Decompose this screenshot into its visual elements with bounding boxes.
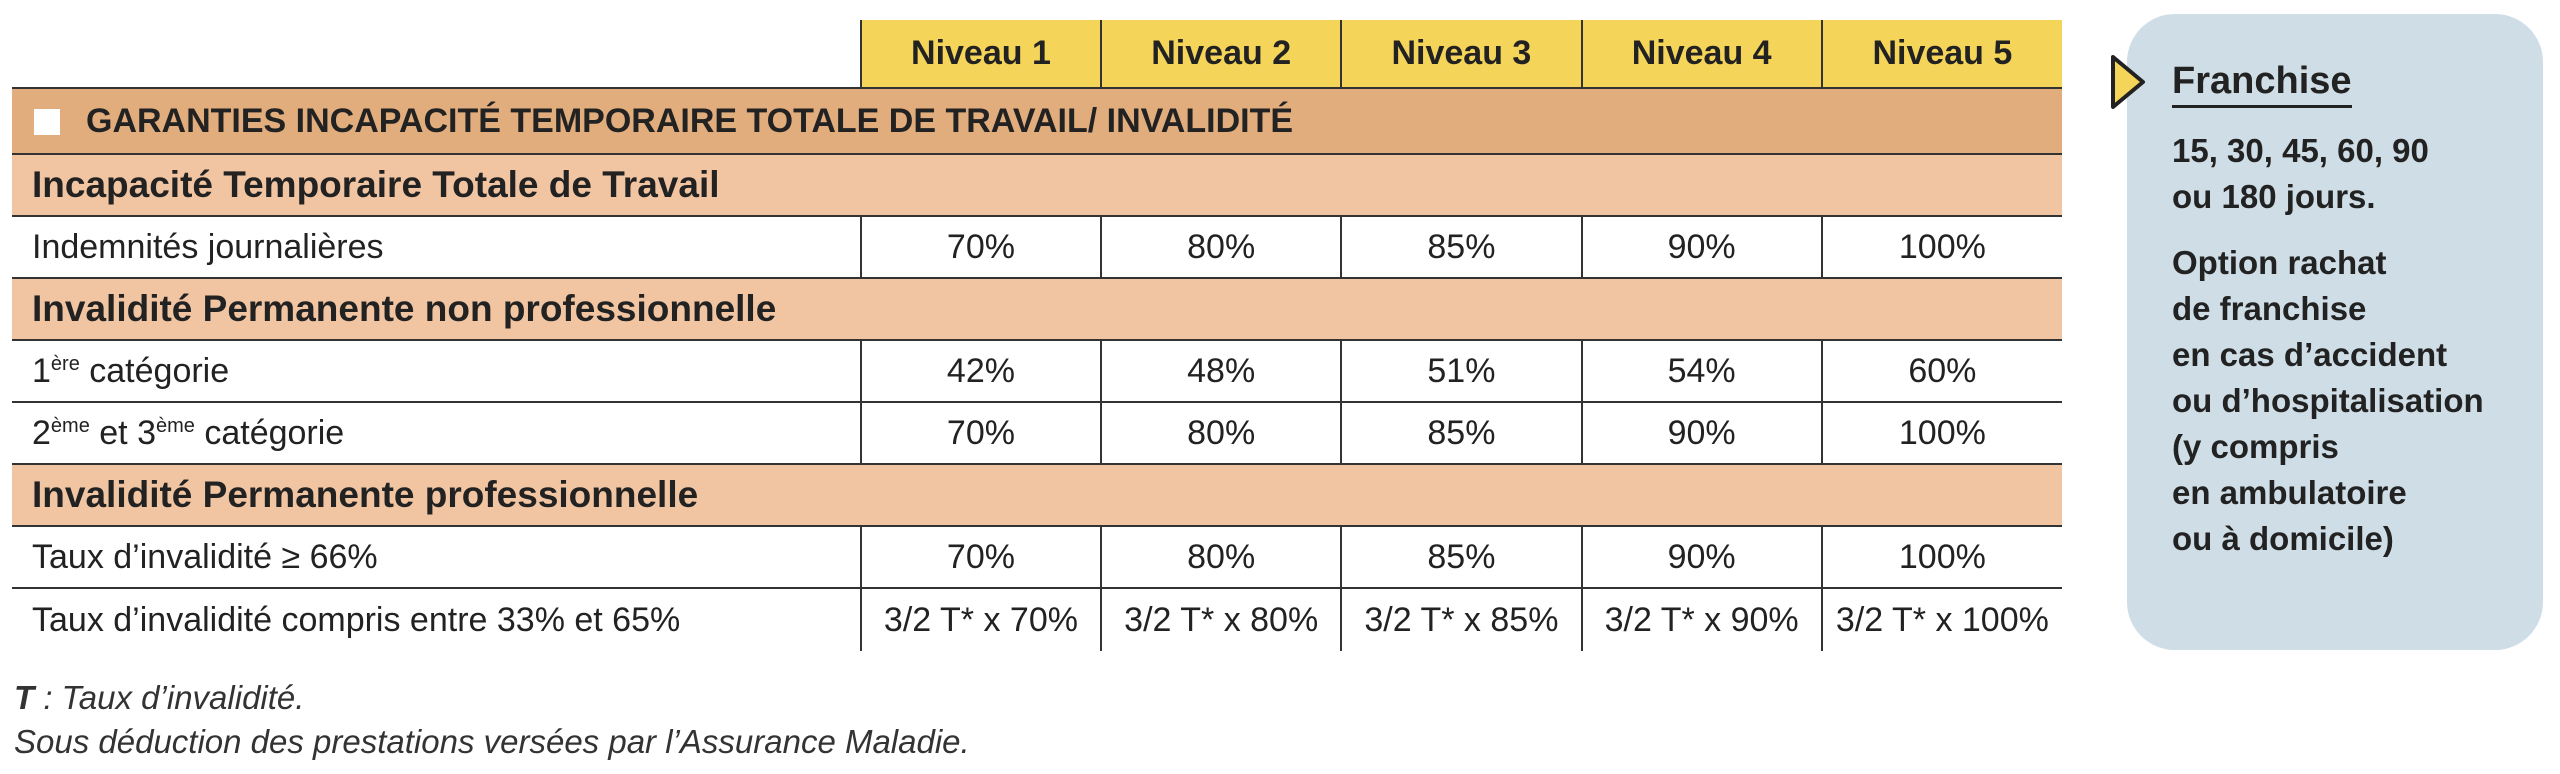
label-part: 2 <box>32 413 51 452</box>
cell-value: 70% <box>861 216 1101 278</box>
label-superscript: ème <box>50 414 90 437</box>
section-row <box>12 464 2062 526</box>
footnotes <box>14 676 970 764</box>
cell-value: 80% <box>1101 216 1341 278</box>
franchise-line: ou 180 jours. <box>2172 178 2376 215</box>
row-label: Indemnités journalières <box>12 216 861 278</box>
cell-value: 80% <box>1101 402 1341 464</box>
section-row <box>12 278 2062 340</box>
main-title-row <box>12 88 2062 154</box>
row-label: Taux d’invalidité ≥ 66% <box>12 526 861 588</box>
franchise-line: ou à domicile) <box>2172 520 2394 557</box>
table-row <box>12 526 2062 588</box>
cell-value: 70% <box>861 402 1101 464</box>
franchise-line: en ambulatoire <box>2172 474 2407 511</box>
cell-value: 70% <box>861 526 1101 588</box>
cell-value: 3/2 T* x 80% <box>1101 588 1341 651</box>
label-superscript: ère <box>50 352 80 375</box>
cell-value: 3/2 T* x 90% <box>1582 588 1822 651</box>
cell-value: 3/2 T* x 70% <box>861 588 1101 651</box>
cell-value: 3/2 T* x 85% <box>1341 588 1581 651</box>
cell-value: 80% <box>1101 526 1341 588</box>
cell-value: 90% <box>1582 402 1822 464</box>
cell-value: 90% <box>1582 526 1822 588</box>
table-row <box>12 588 2062 651</box>
main-title: GARANTIES INCAPACITÉ TEMPORAIRE TOTALE DE TRAVAIL/ INVALIDITÉ <box>86 101 1294 140</box>
square-bullet-icon <box>34 109 60 135</box>
cell-value: 85% <box>1341 402 1581 464</box>
section-title: Invalidité Permanente non professionnelle <box>12 278 2062 340</box>
franchise-line: de franchise <box>2172 290 2367 327</box>
cell-value: 85% <box>1341 526 1581 588</box>
header-empty-cell <box>12 20 861 88</box>
level-header-4: Niveau 4 <box>1582 20 1822 88</box>
arrow-right-icon <box>2108 52 2148 112</box>
franchise-days <box>2172 128 2429 220</box>
franchise-line: (y compris <box>2172 428 2339 465</box>
franchise-line: ou d’hospitalisation <box>2172 382 2484 419</box>
franchise-option <box>2172 240 2484 562</box>
table-row <box>12 216 2062 278</box>
footnote-deduction: Sous déduction des prestations versées par l’Assurance Maladie. <box>14 723 970 760</box>
row-label <box>12 340 861 402</box>
label-superscript: ème <box>156 414 195 437</box>
section-title: Invalidité Permanente professionnelle <box>12 464 2062 526</box>
level-header-2: Niveau 2 <box>1101 20 1341 88</box>
cell-value: 48% <box>1101 340 1341 402</box>
cell-value: 100% <box>1822 402 2062 464</box>
row-label: Taux d’invalidité compris entre 33% et 65% <box>32 600 681 639</box>
franchise-line: Option rachat <box>2172 244 2387 281</box>
cell-value: 54% <box>1582 340 1822 402</box>
cell-value: 100% <box>1822 216 2062 278</box>
row-label <box>12 402 861 464</box>
cell-value: 100% <box>1822 526 2062 588</box>
cell-value: 3/2 T* x 100% <box>1822 588 2062 651</box>
franchise-line: 15, 30, 45, 60, 90 <box>2172 132 2429 169</box>
level-header-3: Niveau 3 <box>1341 20 1581 88</box>
section-title: Incapacité Temporaire Totale de Travail <box>12 154 2062 216</box>
cell-value: 90% <box>1582 216 1822 278</box>
table-row <box>12 402 2062 464</box>
label-part: catégorie <box>194 413 345 452</box>
level-header-row <box>12 20 2062 88</box>
franchise-line: en cas d’accident <box>2172 336 2448 373</box>
level-header-1: Niveau 1 <box>861 20 1101 88</box>
cell-value: 60% <box>1822 340 2062 402</box>
label-part: et 3 <box>89 413 156 452</box>
franchise-title: Franchise <box>2172 60 2352 108</box>
table-row <box>12 340 2062 402</box>
cell-value: 85% <box>1341 216 1581 278</box>
cell-value: 51% <box>1341 340 1581 402</box>
guarantees-table-container <box>12 20 2062 651</box>
footnote-t-symbol: T <box>14 679 35 716</box>
cell-value: 42% <box>861 340 1101 402</box>
footnote-t <box>14 676 970 720</box>
level-header-5: Niveau 5 <box>1822 20 2062 88</box>
label-part: catégorie <box>79 351 230 390</box>
footnote-t-text: : Taux d’invalidité. <box>34 679 305 716</box>
section-row <box>12 154 2062 216</box>
label-part: 1 <box>32 351 51 390</box>
main-title-cell <box>12 88 2062 154</box>
guarantees-table <box>12 20 2062 651</box>
